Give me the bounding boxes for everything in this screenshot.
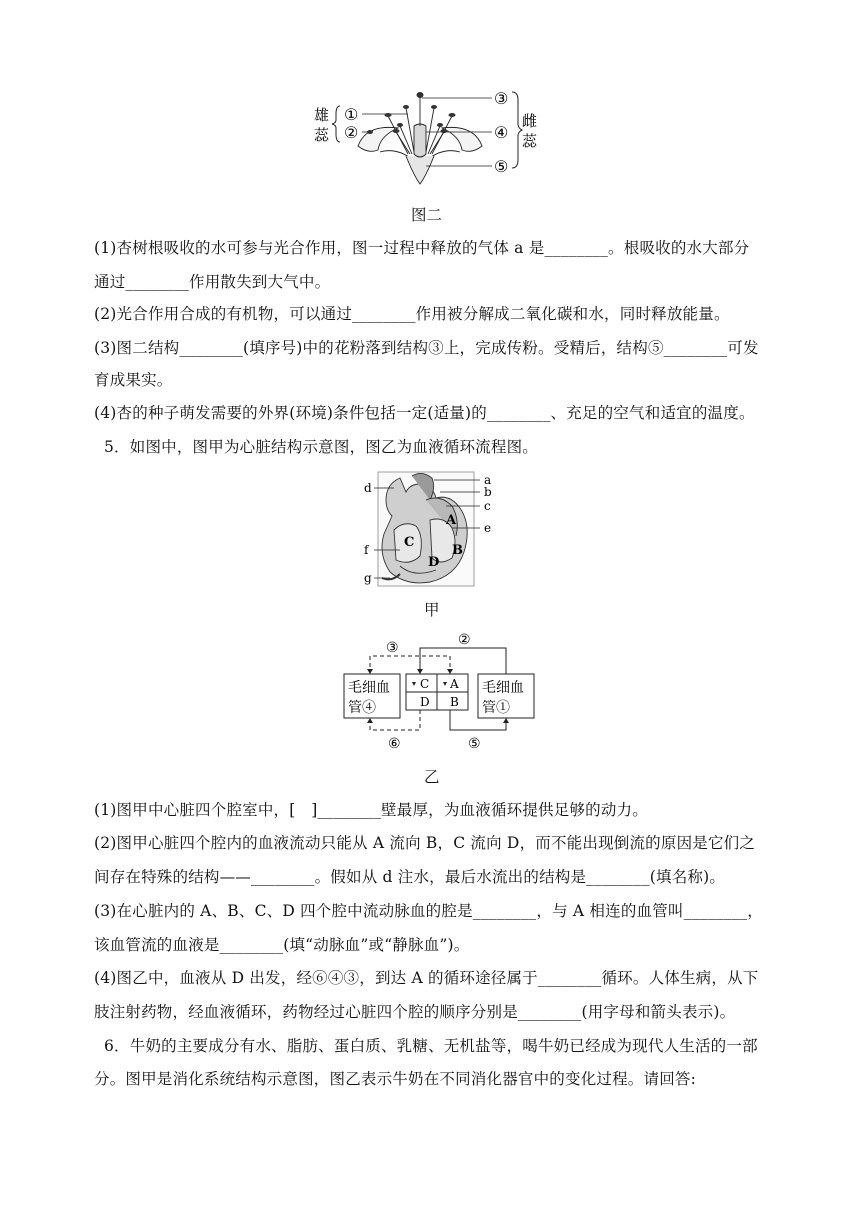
label-2: ② [344,123,359,142]
flower-diagram [310,86,538,186]
caption-yi: 乙 [424,768,440,786]
heart-label-f: f [364,543,369,557]
label-5: ⑤ [494,157,509,176]
flow-num-2: ② [458,632,471,648]
flow-num-5: ⑤ [468,736,481,752]
q5-line1: (1)图甲中心脏四个腔室中，[ ]________壁最厚，为血液循环提供足够的动力。 [94,801,648,819]
heart-label-g: g [364,571,372,585]
label-ci: 雌 [522,112,538,130]
label-3: ③ [494,89,509,108]
q5-intro: 5．如图中，图甲为心脏结构示意图，图乙为血液循环流程图。 [104,438,538,456]
q4-line3: (2)光合作用合成的有机物，可以通过________作用被分解成二氧化碳和水，同时释放能量。 [94,305,730,323]
flow-box-left-l1: 毛细血 [348,680,390,696]
flow-box-right-l2: 管① [482,700,510,716]
q4-line4: (3)图二结构________(填序号)中的花粉落到结构③上，完成传粉。受精后，结构⑤________可发 [94,339,759,357]
q4-line2: 通过________作用散失到大气中。 [94,273,331,291]
flow-box-left-l2: 管④ [348,700,376,716]
q4-line1: (1)杏树根吸收的水可参与光合作用，图一过程中释放的气体 a 是________。根吸收的水大部分 [94,239,750,257]
q5-line4: (3)在心脏内的 A、B、C、D 四个腔中流动脉血的腔是________，与 A 相连的血管叫________， [94,902,763,920]
q5-line2: (2)图甲心脏四个腔内的血液流动只能从 A 流向 B，C 流向 D，而不能出现倒流的原因是它们之 [94,834,756,852]
heart-label-A: A [446,513,457,528]
q4-line6: (4)杏的种子萌发需要的外界(环境)条件包括一定(适量)的________、充足的空气和适宜的温度。 [94,404,755,422]
flow-num-3: ③ [386,640,399,656]
flow-num-6: ⑥ [388,736,401,752]
flow-C: C [420,677,430,691]
heart-label-C: C [404,535,415,550]
label-4: ④ [494,123,509,142]
q6-line2: 分。图甲是消化系统结构示意图，图乙表示牛奶在不同消化器官中的变化过程。请回答: [94,1070,697,1088]
q5-line5: 该血管流的血液是________(填“动脉血”或“静脉血”)。 [94,936,470,954]
q5-line6: (4)图乙中，血液从 D 出发，经⑥④③，到达 A 的循环途径属于________循环。人体生病，从下 [94,969,759,987]
flow-D: D [420,695,430,709]
heart-label-D: D [428,555,440,570]
heart-label-B: B [452,543,463,558]
q6-line1: 6．牛奶的主要成分有水、脂肪、蛋白质、乳糖、无机盐等，喝牛奶已经成为现代人生活的一部 [104,1037,758,1055]
q5-line3: 间存在特殊的结构——________。假如从 d 注水，最后水流出的结构是________(填名称)。 [94,868,726,886]
caption-jia: 甲 [424,601,440,619]
heart-label-e: e [484,521,492,535]
label-1: ① [344,105,359,124]
flow-box-right-l1: 毛细血 [482,680,524,696]
heart-diagram [360,470,510,592]
heart-label-b: b [484,485,492,499]
q4-line5: 育成果实。 [94,371,173,389]
label-rui-right: 蕊 [522,132,538,150]
heart-label-d: d [364,481,372,495]
label-xiong: 雄 [314,106,330,124]
heart-label-c: c [484,499,491,513]
flow-A: A [450,677,459,691]
figure2-caption: 图二 [411,206,443,224]
heart-label-a: a [484,473,492,487]
label-rui-left: 蕊 [314,126,330,144]
circulation-flowchart [340,628,540,756]
q5-line7: 肢注射药物，经血液循环，药物经过心脏四个腔的顺序分别是________(用字母和箭头表示)。 [94,1003,736,1021]
flow-B: B [450,695,459,709]
